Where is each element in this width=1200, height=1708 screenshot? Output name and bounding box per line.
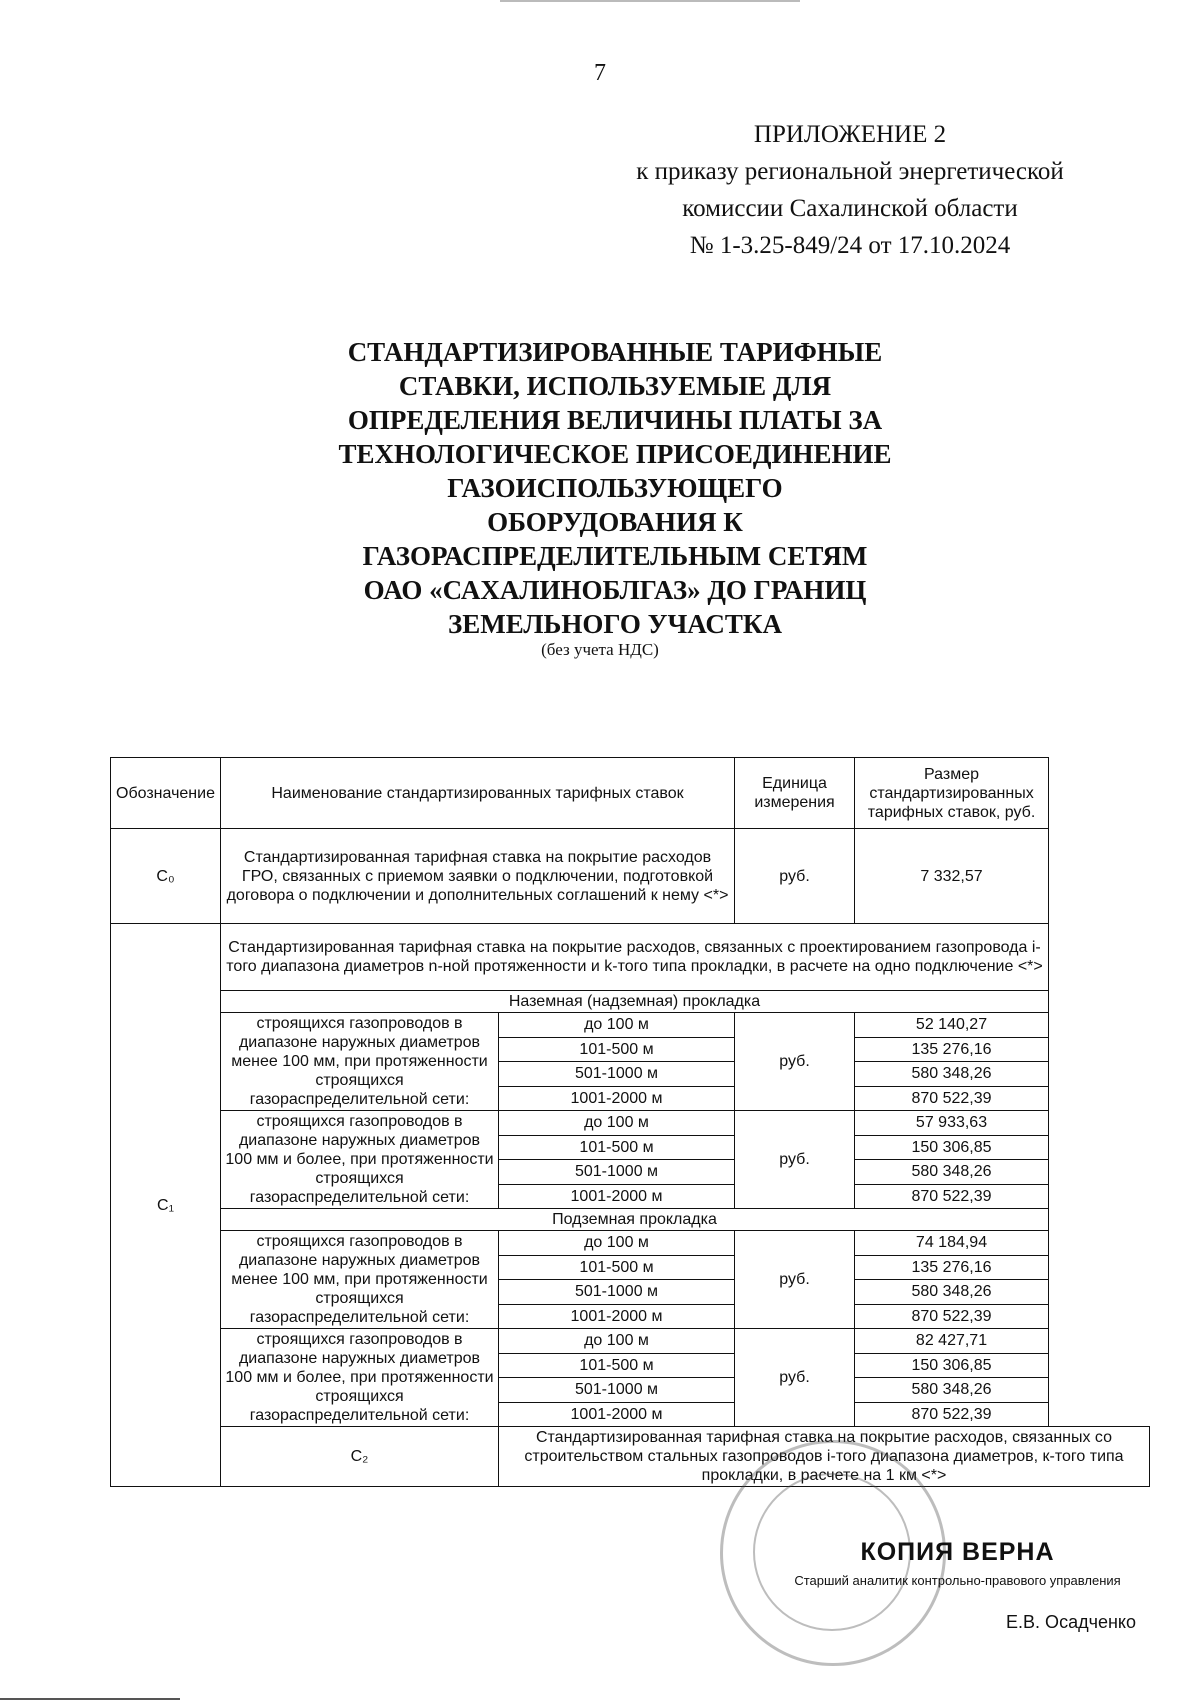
ag-large-value-2: 150 306,85: [855, 1135, 1049, 1160]
ug-large-range-3: 501-1000 м: [499, 1378, 735, 1403]
ag-large-range-3: 501-1000 м: [499, 1160, 735, 1185]
ag-small-value-3: 580 348,26: [855, 1062, 1049, 1087]
ag-small-range-4: 1001-2000 м: [499, 1086, 735, 1111]
ug-small-range-4: 1001-2000 м: [499, 1304, 735, 1329]
certification-stamp: [775, 1538, 1140, 1663]
header-name: Наименование стандартизированных тарифных ставок: [221, 758, 735, 829]
ag-large-value-3: 580 348,26: [855, 1160, 1049, 1185]
title-line-4: ТЕХНОЛОГИЧЕСКОЕ ПРИСОЕДИНЕНИЕ: [338, 439, 892, 469]
ug-large-range-4: 1001-2000 м: [499, 1402, 735, 1427]
title-line-8: ОАО «САХАЛИНОБЛГАЗ» ДО ГРАНИЦ: [363, 575, 867, 605]
appendix-order-line: к приказу региональной энергетической: [636, 158, 1064, 185]
appendix-header: [560, 116, 1140, 264]
title-line-6: ОБОРУДОВАНИЯ К: [487, 507, 743, 537]
ag-large-range-4: 1001-2000 м: [499, 1184, 735, 1209]
ug-small-description: строящихся газопроводов в диапазоне наружных диаметров менее 100 мм, при протяженности строящихся газораспределительной сети:: [221, 1231, 499, 1329]
ug-large-value-3: 580 348,26: [855, 1378, 1049, 1403]
ag-large-range-1: до 100 м: [499, 1111, 735, 1136]
ug-large-value-1: 82 427,71: [855, 1329, 1049, 1354]
header-unit: Единица измерения: [735, 758, 855, 829]
ag-small-value-4: 870 522,39: [855, 1086, 1049, 1111]
ag-small-range-2: 101-500 м: [499, 1037, 735, 1062]
appendix-order-number: № 1-3.25-849/24 от 17.10.2024: [689, 232, 1011, 259]
title-line-2: СТАВКИ, ИСПОЛЬЗУЕМЫЕ ДЛЯ: [398, 371, 832, 401]
ug-large-description: строящихся газопроводов в диапазоне наружных диаметров 100 мм и более, при протяженности строящихся газораспределительной сети:: [221, 1329, 499, 1427]
ug-large-unit: руб.: [735, 1329, 855, 1427]
tariff-rates-table: [110, 757, 1150, 1487]
section-underground: [111, 1209, 1150, 1231]
ug-large-value-2: 150 306,85: [855, 1353, 1049, 1378]
page-number: 7: [594, 60, 606, 86]
c0-description: Стандартизированная тарифная ставка на покрытие расходов ГРО, связанных с приемом заявки о подключении, подготовкой договора о подключении и дополнительных соглашений к нему <*>: [221, 829, 735, 924]
vat-note: (без учета НДС): [541, 640, 659, 659]
ag-large-value-1: 57 933,63: [855, 1111, 1049, 1136]
ag-large-description: строящихся газопроводов в диапазоне наружных диаметров 100 мм и более, при протяженности строящихся газораспределительной сети:: [221, 1111, 499, 1209]
c1-code: C₁: [111, 924, 221, 1487]
c1-description: Стандартизированная тарифная ставка на покрытие расходов, связанных с проектированием газопровода i-того диапазона диаметров n-ной протяженности и k-того типа прокладки, в расчете на одно подключение <*>: [221, 924, 1049, 991]
c2-code: C₂: [221, 1427, 499, 1487]
ag-small-range-3: 501-1000 м: [499, 1062, 735, 1087]
header-size: Размер стандартизированных тарифных ставок, руб.: [855, 758, 1049, 829]
c0-code: C₀: [111, 829, 221, 924]
ug-large-value-4: 870 522,39: [855, 1402, 1049, 1427]
scan-artifact-bottom: [0, 1698, 180, 1700]
ug-small-value-4: 870 522,39: [855, 1304, 1049, 1329]
ug-small-value-3: 580 348,26: [855, 1280, 1049, 1305]
table-row-c2: [111, 1427, 1150, 1487]
c2-description: Стандартизированная тарифная ставка на покрытие расходов, связанных со строительством стальных газопроводов i-того диапазона диаметров, к-того типа прокладки, в расчете на 1 км <*>: [499, 1427, 1150, 1487]
ag-small-description: строящихся газопроводов в диапазоне наружных диаметров менее 100 мм, при протяженности строящихся газораспределительной сети:: [221, 1013, 499, 1111]
c0-value: 7 332,57: [855, 829, 1049, 924]
scan-artifact-top: [500, 0, 800, 2]
ug-small-unit: руб.: [735, 1231, 855, 1329]
title-line-1: СТАНДАРТИЗИРОВАННЫЕ ТАРИФНЫЕ: [347, 337, 883, 367]
table-row-c0: [111, 829, 1150, 924]
table-row: [111, 1111, 1150, 1136]
title-line-5: ГАЗОИСПОЛЬЗУЮЩЕГО: [447, 473, 783, 503]
appendix-title: ПРИЛОЖЕНИЕ 2: [753, 121, 947, 148]
table-row: [111, 1231, 1150, 1256]
ug-small-range-3: 501-1000 м: [499, 1280, 735, 1305]
ag-large-unit: руб.: [735, 1111, 855, 1209]
ag-large-value-4: 870 522,39: [855, 1184, 1049, 1209]
certification-title: КОПИЯ ВЕРНА: [860, 1538, 1055, 1566]
ag-small-unit: руб.: [735, 1013, 855, 1111]
document-title: [295, 335, 935, 641]
ag-large-range-2: 101-500 м: [499, 1135, 735, 1160]
section-above-ground: [111, 991, 1150, 1013]
ug-small-value-1: 74 184,94: [855, 1231, 1049, 1256]
certifier-name: Е.В. Осадченко: [1006, 1612, 1136, 1632]
title-line-3: ОПРЕДЕЛЕНИЯ ВЕЛИЧИНЫ ПЛАТЫ ЗА: [347, 405, 883, 435]
table-row: [111, 1013, 1150, 1038]
ag-small-value-2: 135 276,16: [855, 1037, 1049, 1062]
c0-unit: руб.: [735, 829, 855, 924]
table-header-row: [111, 758, 1150, 829]
appendix-commission-line: комиссии Сахалинской области: [682, 195, 1018, 222]
title-line-9: ЗЕМЕЛЬНОГО УЧАСТКА: [448, 609, 782, 639]
title-line-7: ГАЗОРАСПРЕДЕЛИТЕЛЬНЫМ СЕТЯМ: [362, 541, 868, 571]
above-ground-label: Наземная (надземная) прокладка: [221, 991, 1049, 1013]
ug-small-value-2: 135 276,16: [855, 1255, 1049, 1280]
ug-small-range-2: 101-500 м: [499, 1255, 735, 1280]
table-row-c1-description: [111, 924, 1150, 991]
ug-large-range-2: 101-500 м: [499, 1353, 735, 1378]
certifier-position: Старший аналитик контрольно-правового управления: [794, 1573, 1121, 1588]
ag-small-value-1: 52 140,27: [855, 1013, 1049, 1038]
table-row: [111, 1329, 1150, 1354]
ug-large-range-1: до 100 м: [499, 1329, 735, 1354]
underground-label: Подземная прокладка: [221, 1209, 1049, 1231]
ag-small-range-1: до 100 м: [499, 1013, 735, 1038]
header-designation: Обозначение: [111, 758, 221, 829]
ug-small-range-1: до 100 м: [499, 1231, 735, 1256]
